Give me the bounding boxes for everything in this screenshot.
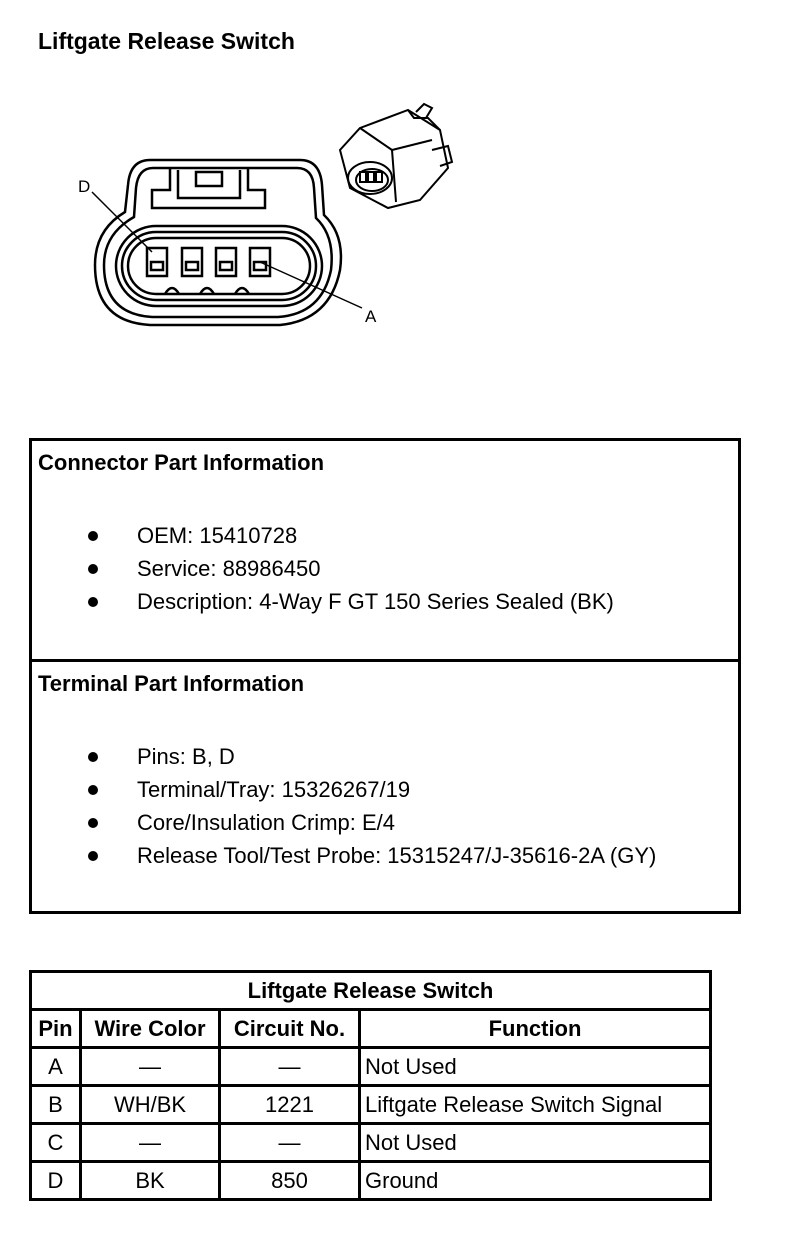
part-information-box	[29, 438, 741, 914]
circuit-cell: 1221	[220, 1086, 360, 1124]
connector-diagram	[0, 90, 800, 350]
pin-cell: D	[31, 1162, 81, 1200]
pin-cell: B	[31, 1086, 81, 1124]
pin-table	[29, 970, 712, 1201]
pin-table-title: Liftgate Release Switch	[31, 972, 711, 1010]
function-cell: Ground	[360, 1162, 711, 1200]
wire-color-cell: —	[81, 1124, 220, 1162]
connector-part-title: Connector Part Information	[38, 450, 325, 475]
bullet-icon	[88, 564, 98, 574]
wire-color-cell: WH/BK	[81, 1086, 220, 1124]
pin-a-label: A	[365, 307, 377, 326]
bullet-icon	[88, 851, 98, 861]
bullet-icon	[88, 785, 98, 795]
bullet-icon	[88, 818, 98, 828]
circuit-cell: 850	[220, 1162, 360, 1200]
table-row	[31, 1048, 711, 1086]
bullet-icon	[88, 531, 98, 541]
connector-part-section: Connector Part Information OEM: 15410728 Service: 88986450 Description: 4-Way F GT 150 Series Sealed (BK)	[32, 441, 738, 662]
column-header: Pin	[31, 1010, 81, 1048]
circuit-cell: —	[220, 1048, 360, 1086]
pin-d-label: D	[78, 177, 91, 196]
table-row	[31, 1124, 711, 1162]
terminal-cavities	[147, 248, 270, 276]
wire-color-cell: BK	[81, 1162, 220, 1200]
function-cell: Not Used	[360, 1048, 711, 1086]
column-header: Wire Color	[81, 1010, 220, 1048]
table-header-row	[31, 1010, 711, 1048]
pin-cell: C	[31, 1124, 81, 1162]
function-cell: Liftgate Release Switch Signal	[360, 1086, 711, 1124]
terminal-part-title: Terminal Part Information	[38, 671, 305, 696]
connector-iso-drawing	[340, 104, 452, 208]
function-cell: Not Used	[360, 1124, 711, 1162]
table-row	[31, 1086, 711, 1124]
column-header: Circuit No.	[220, 1010, 360, 1048]
bullet-icon	[88, 597, 98, 607]
circuit-cell: —	[220, 1124, 360, 1162]
column-header: Function	[360, 1010, 711, 1048]
table-row	[31, 1162, 711, 1200]
page-title: Liftgate Release Switch	[38, 28, 295, 54]
connector-face-drawing	[95, 160, 341, 325]
wire-color-cell: —	[81, 1048, 220, 1086]
bullet-icon	[88, 752, 98, 762]
terminal-part-section: Terminal Part Information Pins: B, D Terminal/Tray: 15326267/19 Core/Insulation Crimp: E/4 Release Tool/Test Probe: 15315247/J-35616-2A (GY)	[38, 671, 657, 868]
pin-cell: A	[31, 1048, 81, 1086]
